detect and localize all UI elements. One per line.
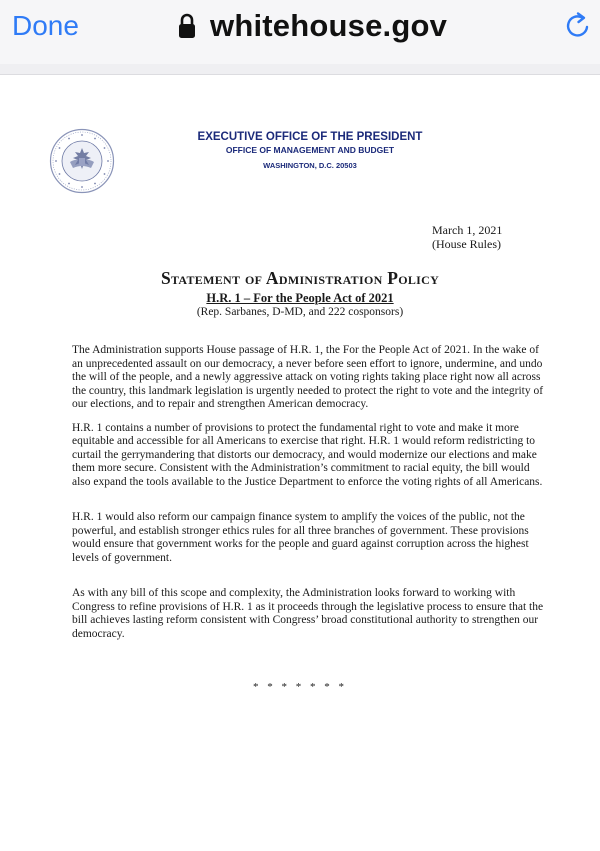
paragraph: H.R. 1 would also reform our campaign finance system to amplify the voices of the public, not the powerful, and establish stronger ethics rules for all three branches of government. These provisions would ensure that government works for the people and guard against corruption across the highest levels of government. xyxy=(72,511,529,564)
presidential-seal-icon xyxy=(49,128,115,194)
end-marker: * * * * * * * xyxy=(253,681,347,693)
url-text[interactable]: whitehouse.gov xyxy=(210,8,448,43)
letterhead xyxy=(160,130,460,173)
letterhead-address: WASHINGTON, D.C. 20503 xyxy=(263,161,357,170)
document-title: Statement of Administration Policy xyxy=(160,268,440,288)
done-button[interactable]: Done xyxy=(12,10,79,41)
toolbar-divider xyxy=(0,64,600,75)
document-date: March 1, 2021 xyxy=(432,223,503,237)
address-bar[interactable] xyxy=(178,8,447,44)
paragraph: H.R. 1 contains a number of provisions to protect the fundamental right to vote and make it more equitable and accessible for all Americans to exercise that right. H.R. 1 would reform redistricting to curtail the gerrymandering that distorts our democracy, and would modernize our elections and make them more secure. Consistent with the Administration’s commitment to racial equity, the bill would also expand the tools available to the Justice Department to enforce the voting rights of all Americans. xyxy=(72,421,543,488)
document-body xyxy=(72,344,550,641)
reload-icon[interactable] xyxy=(562,10,594,42)
paragraph: The Administration supports House passage of H.R. 1, the For the People Act of 2021. In the wake of an unprecedented assault on our democracy, a never before seen effort to ignore, undermine, and undo the will of the people, and a newly aggressive attack on voting rights taking place right now all across the country, this landmark legislation is urgently needed to protect the right to vote and the integrity of our elections, and to repair and strengthen American democracy. xyxy=(72,344,544,410)
letterhead-omb: OFFICE OF MANAGEMENT AND BUDGET xyxy=(225,145,395,155)
bill-title: H.R. 1 – For the People Act of 2021 xyxy=(206,291,394,305)
paragraph: As with any bill of this scope and complexity, the Administration looks forward to working with Congress to refine provisions of H.R. 1 as it proceeds through the legislative process to ensure that the bill achieves lasting reform consistent with Congress’ broad constitutional authority to strengthen our democracy. xyxy=(72,587,544,640)
lock-icon xyxy=(178,13,196,39)
browser-toolbar xyxy=(0,0,600,64)
date-block xyxy=(432,223,502,251)
document-rules: (House Rules) xyxy=(432,237,501,251)
bill-sponsor: (Rep. Sarbanes, D-MD, and 222 cosponsors) xyxy=(196,306,404,318)
letterhead-office: EXECUTIVE OFFICE OF THE PRESIDENT xyxy=(197,131,423,143)
